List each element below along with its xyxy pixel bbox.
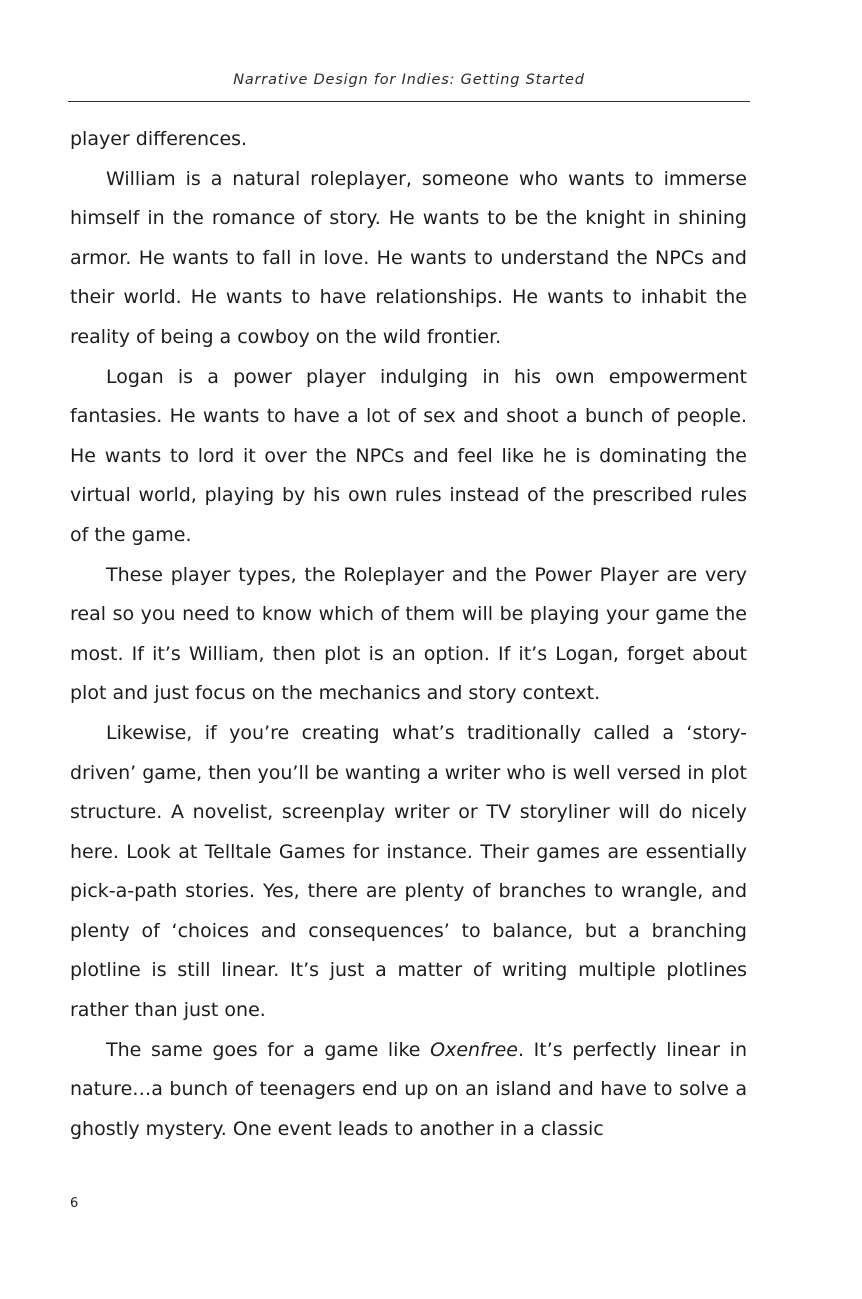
header-divider — [68, 101, 750, 102]
game-title-oxenfree: Oxenfree — [430, 1038, 518, 1061]
paragraph-oxenfree-rest: . It’s perfectly linear in nature…a bunch of teenagers end up on an island and have to solve a ghostly mystery. One event leads to another in a classic — [70, 1038, 747, 1140]
paragraph-continued: player differences. — [70, 128, 248, 150]
paragraph-logan: Logan is a power player indulging in his own empowerment fantasies. He wants to have a lot of sex and shoot a bunch of people. He wants to lord it over the NPCs and feel like he is dominating the virtual world, playing by his own rules instead of the prescribed rules of the game. — [70, 365, 747, 546]
paragraph-story-driven: Likewise, if you’re creating what’s traditionally called a ‘story-driven’ game, then you’ll be wanting a writer who is well versed in plot structure. A novelist, screenplay writer or TV storyliner will do nicely here. Look at Telltale Games for instance. Their games are essentially pick-a-path stories. Yes, there are plenty of branches to wrangle, and plenty of ‘choices and consequences’ to balance, but a branching plotline is still linear. It’s just a matter of writing multiple plotlines rather than just one. — [70, 721, 747, 1022]
running-header-title: Narrative Design for Indies: Getting Started — [233, 72, 585, 88]
page-body — [70, 120, 747, 1149]
paragraph-player-types: These player types, the Roleplayer and the Power Player are very real so you need to know which of them will be playing your game the most. If it’s William, then plot is an option. If it’s Logan, forget about plot and just focus on the mechanics and story context. — [70, 563, 747, 705]
paragraph-william: William is a natural roleplayer, someone who wants to immerse himself in the romance of story. He wants to be the knight in shining armor. He wants to fall in love. He wants to understand the NPCs and their world. He wants to have relationships. He wants to inhabit the reality of being a cowboy on the wild frontier. — [70, 167, 747, 348]
paragraph-oxenfree-lead: The same goes for a game like — [106, 1038, 431, 1061]
page-number: 6 — [70, 1196, 79, 1211]
paragraph-oxenfree — [70, 1031, 747, 1150]
